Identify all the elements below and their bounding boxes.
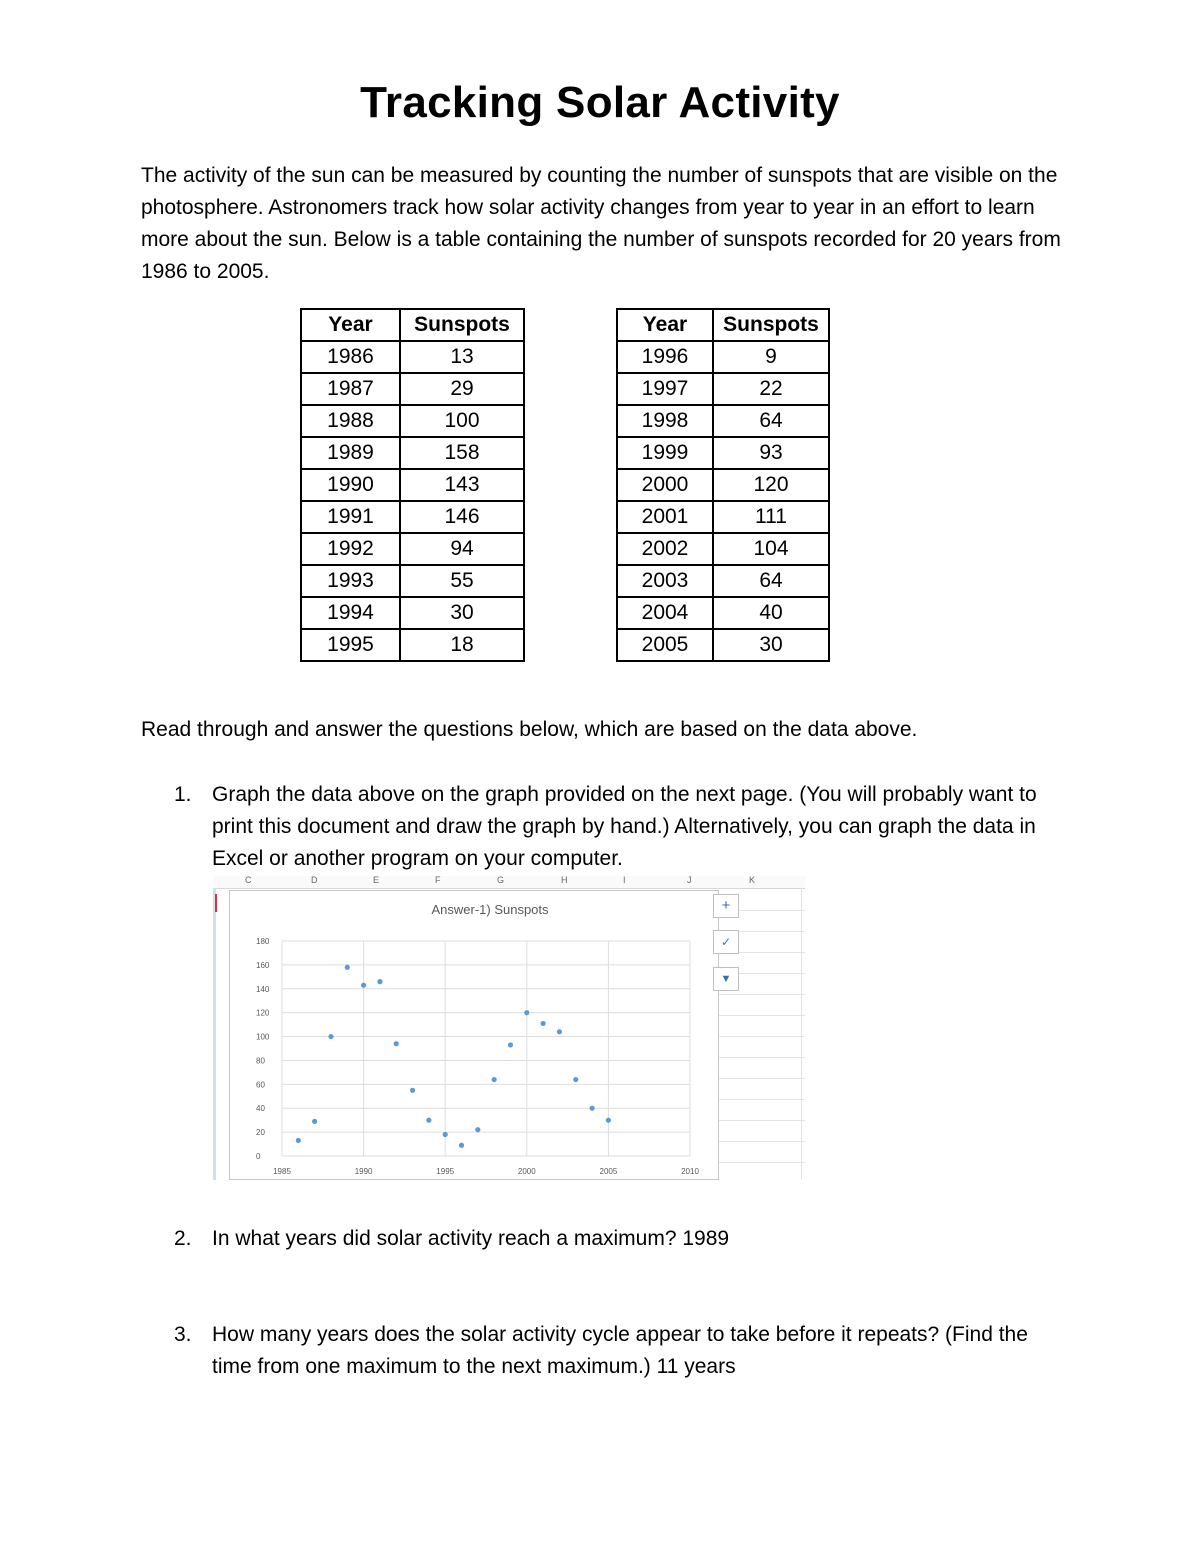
y-tick-label: 20 [256,1128,265,1138]
question-3-number: 3. [174,1323,192,1346]
sunspots-cell: 120 [713,469,829,501]
table-row [617,597,829,629]
table-row [301,469,524,501]
excel-row-gridline [718,1015,805,1016]
question-3-text [212,1319,1072,1383]
year-cell: 1996 [617,341,713,373]
data-point[interactable] [557,1029,562,1034]
sunspots-cell: 30 [713,629,829,661]
excel-column-letter[interactable]: K [749,876,756,885]
data-point[interactable] [475,1127,480,1132]
sunspots-cell: 104 [713,533,829,565]
year-cell: 1999 [617,437,713,469]
data-point[interactable] [541,1021,546,1026]
intro-paragraph [141,160,1061,288]
sunspots-header: Sunspots [400,309,524,341]
instructions: Read through and answer the questions below, which are based on the data above. [141,718,918,741]
data-point[interactable] [459,1143,464,1148]
table-row [301,629,524,661]
table-row [617,437,829,469]
table-row [617,469,829,501]
data-point[interactable] [394,1041,399,1046]
table-row [301,501,524,533]
x-tick-label: 1995 [436,1167,455,1176]
table-row [301,405,524,437]
data-point[interactable] [312,1119,317,1124]
sunspots-cell: 55 [400,565,524,597]
excel-column-gridline [801,888,802,1180]
table-row [617,501,829,533]
sunspots-cell: 18 [400,629,524,661]
scatter-chart [230,891,718,1179]
sunspots-cell: 13 [400,341,524,373]
y-tick-label: 140 [256,984,270,994]
excel-row-ruler [213,888,216,1180]
year-cell: 1987 [301,373,400,405]
data-point[interactable] [443,1132,448,1137]
sunspots-cell: 143 [400,469,524,501]
year-header: Year [301,309,400,341]
table-row [617,565,829,597]
question-2-text [212,1223,1072,1255]
sunspots-cell: 94 [400,533,524,565]
year-cell: 1997 [617,373,713,405]
year-cell: 2002 [617,533,713,565]
y-tick-label: 160 [256,960,270,970]
y-tick-label: 0 [256,1152,261,1161]
year-cell: 1992 [301,533,400,565]
sunspots-cell: 158 [400,437,524,469]
table-row [301,565,524,597]
excel-row-gridline [718,994,805,995]
chart-filter-button[interactable]: ▼ [713,967,739,991]
y-tick-label: 80 [256,1056,265,1066]
sunspots-cell: 30 [400,597,524,629]
excel-row-gridline [718,1057,805,1058]
year-cell: 1995 [301,629,400,661]
sunspots-cell: 64 [713,405,829,437]
year-cell: 2004 [617,597,713,629]
chart-styles-button[interactable]: ✓ [713,930,739,954]
excel-selection-marker [215,894,217,912]
sunspots-cell: 93 [713,437,829,469]
x-tick-label: 2005 [599,1167,618,1176]
table-row [617,533,829,565]
chart-elements-button[interactable]: + [713,894,739,918]
table-row [301,533,524,565]
data-point[interactable] [426,1118,431,1123]
year-cell: 1993 [301,565,400,597]
data-point[interactable] [328,1034,333,1039]
table-row [301,341,524,373]
excel-column-letter[interactable]: C [245,876,252,885]
excel-column-letter[interactable]: I [623,876,626,885]
year-cell: 1991 [301,501,400,533]
sunspots-cell: 64 [713,565,829,597]
y-tick-label: 100 [256,1032,270,1042]
table-row [301,597,524,629]
table-row [617,373,829,405]
excel-column-letter[interactable]: F [435,876,441,885]
x-tick-label: 1990 [354,1167,373,1176]
intro-text: The activity of the sun can be measured by counting the number of sunspots that are visible on the photosphere. Astronomers track how solar activity changes from year to year in an effort to learn more about the sun. Below is a table containing the number of sunspots recorded for 20 years from 1986 to 2005. [141,164,1061,283]
data-point[interactable] [361,983,366,988]
question-1-number: 1. [174,783,192,806]
sunspots-cell: 146 [400,501,524,533]
year-cell: 1990 [301,469,400,501]
excel-column-letter[interactable]: E [373,876,380,885]
table-row [617,405,829,437]
data-point[interactable] [410,1088,415,1093]
excel-row-gridline [718,1036,805,1037]
question-1-text [212,779,1072,875]
data-point[interactable] [606,1118,611,1123]
y-tick-label: 120 [256,1008,270,1018]
year-cell: 1994 [301,597,400,629]
sunspots-cell: 100 [400,405,524,437]
excel-row-gridline [718,1078,805,1079]
question-3-body: How many years does the solar activity cycle appear to take before it repeats? (Find the time from one maximum to the next maximum.) 11 years [212,1323,1028,1378]
question-1-body: Graph the data above on the graph provided on the next page. (You will probably want to print this document and draw the graph by hand.) Alternatively, you can graph the data in Excel or another program on your computer. [212,783,1037,870]
excel-column-letter[interactable]: D [311,876,318,885]
excel-chart-screenshot [213,876,805,1180]
x-tick-label: 2000 [517,1167,536,1176]
table-row [617,341,829,373]
year-cell: 2001 [617,501,713,533]
year-cell: 1998 [617,405,713,437]
data-point[interactable] [508,1042,513,1047]
table-row [301,437,524,469]
year-cell: 2003 [617,565,713,597]
chart-area[interactable] [229,890,719,1180]
y-tick-label: 60 [256,1080,265,1090]
chart-title: Answer-1) Sunspots [431,902,549,917]
excel-row-gridline [718,1141,805,1142]
sunspots-cell: 111 [713,501,829,533]
year-cell: 1989 [301,437,400,469]
excel-row-gridline [718,1120,805,1121]
excel-column-letter[interactable]: H [561,876,568,885]
sunspots-cell: 9 [713,341,829,373]
data-point[interactable] [524,1010,529,1015]
table-row [301,373,524,405]
data-point[interactable] [345,965,350,970]
data-point[interactable] [589,1106,594,1111]
year-cell: 2005 [617,629,713,661]
sunspots-cell: 29 [400,373,524,405]
sunspots-header: Sunspots [713,309,829,341]
sunspot-table-1996-2005 [616,308,830,662]
data-point[interactable] [492,1077,497,1082]
year-cell: 2000 [617,469,713,501]
data-point[interactable] [573,1077,578,1082]
sunspots-cell: 22 [713,373,829,405]
excel-row-gridline [718,1162,805,1163]
data-point[interactable] [377,979,382,984]
excel-row-gridline [718,1099,805,1100]
question-2-body: In what years did solar activity reach a maximum? 1989 [212,1227,730,1250]
year-header: Year [617,309,713,341]
year-cell: 1988 [301,405,400,437]
sunspot-table-1986-1995 [300,308,525,662]
excel-column-letter[interactable]: J [687,876,692,885]
sunspots-cell: 40 [713,597,829,629]
excel-column-letter[interactable]: G [497,876,505,885]
x-tick-label: 1985 [273,1167,291,1176]
page-title: Tracking Solar Activity [360,78,840,127]
year-cell: 1986 [301,341,400,373]
table-row [617,629,829,661]
data-point[interactable] [296,1138,301,1143]
x-tick-label: 2010 [681,1167,699,1176]
y-tick-label: 40 [256,1104,265,1114]
y-tick-label: 180 [256,937,270,946]
question-2-number: 2. [174,1227,192,1250]
